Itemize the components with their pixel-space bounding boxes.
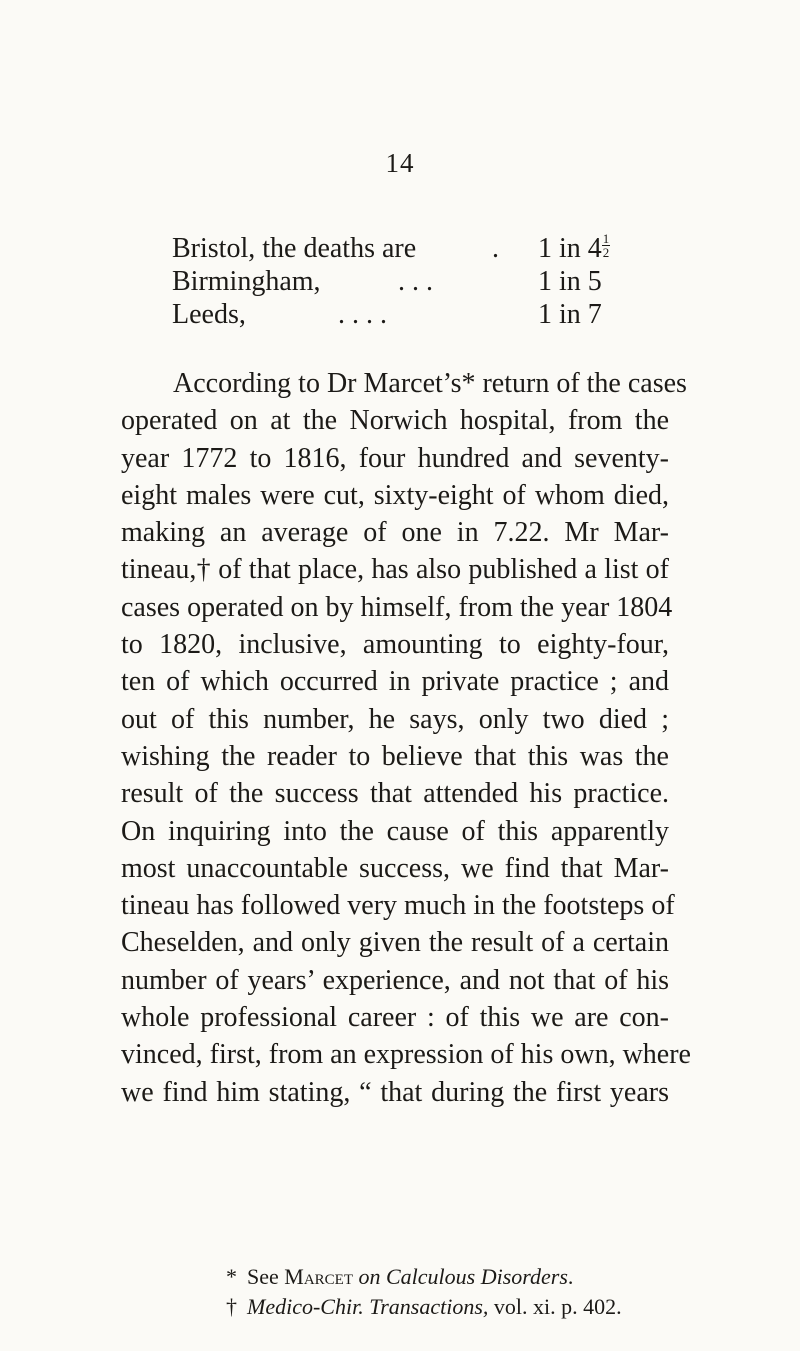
text-line: vinced, first, from an expression of his own, where (121, 1039, 691, 1071)
fraction-denominator: 2 (602, 245, 610, 261)
place-name: Bristol, the deaths are (172, 233, 417, 264)
table-row (172, 298, 652, 331)
footnote-mark: * (226, 1264, 237, 1289)
mortality-ratio-table (172, 232, 652, 331)
text-line: On inquiring into the cause of this apparently (121, 815, 669, 847)
text-line: tineau,† of that place, has also published a list of (121, 554, 669, 586)
footnote-title: Calculous Disorders (386, 1264, 568, 1289)
text-line: result of the success that attended his practice. (121, 778, 669, 810)
leader-dots: . (492, 233, 499, 264)
text-line: whole professional career : of this we are con- (121, 1002, 669, 1034)
death-ratio: 1 in 5 (538, 266, 602, 297)
page-number: 14 (385, 148, 415, 178)
ratio-fraction (602, 232, 611, 259)
text-line: eight males were cut, sixty-eight of whom died, (121, 479, 669, 511)
leader-dots: . . . . (338, 299, 387, 330)
footnote-connector: on (353, 1264, 386, 1289)
text-line: number of years’ experience, and not that of his (121, 964, 669, 996)
table-row (172, 232, 652, 265)
text-line: According to Dr Marcet’s* return of the cases (173, 368, 687, 399)
footnote-mark: † (226, 1294, 237, 1319)
fraction-numerator: 1 (602, 231, 610, 247)
text-line: tineau has followed very much in the footsteps of (121, 890, 675, 922)
footnote-title: Medico-Chir. Transactions, (247, 1294, 489, 1319)
text-line: Cheselden, and only given the result of a certain (121, 927, 669, 959)
ratio-value: 1 in 4 (538, 233, 602, 264)
place-name: Birmingham, (172, 266, 321, 297)
text-line: ten of which occurred in private practice ; and (121, 666, 669, 698)
body-paragraph (121, 365, 691, 1111)
footnote-suffix: vol. xi. p. 402. (488, 1294, 622, 1319)
footnote-suffix: . (567, 1264, 574, 1289)
text-line: out of this number, he says, only two died ; (121, 703, 669, 735)
text-line: making an average of one in 7.22. Mr Mar- (121, 517, 669, 549)
footnote-author: Marcet (284, 1264, 353, 1289)
text-line: year 1772 to 1816, four hundred and seventy- (121, 442, 669, 474)
text-line: cases operated on by himself, from the year 1804 (121, 591, 673, 623)
text-line: we find him stating, “ that during the first years (121, 1076, 669, 1108)
death-ratio: 1 in 7 (538, 299, 602, 330)
text-line: operated on at the Norwich hospital, from the (121, 405, 669, 437)
table-row (172, 265, 652, 298)
footnote (226, 1292, 686, 1322)
footnotes (226, 1262, 686, 1322)
leader-dots: . . . (398, 266, 433, 297)
footnote (226, 1262, 686, 1292)
text-line: most unaccountable success, we find that Mar- (121, 852, 669, 884)
death-ratio (538, 232, 610, 265)
text-line: wishing the reader to believe that this was the (121, 740, 669, 772)
place-name: Leeds, (172, 299, 246, 330)
footnote-prefix: See (247, 1264, 285, 1289)
text-line: to 1820, inclusive, amounting to eighty-four, (121, 629, 669, 661)
